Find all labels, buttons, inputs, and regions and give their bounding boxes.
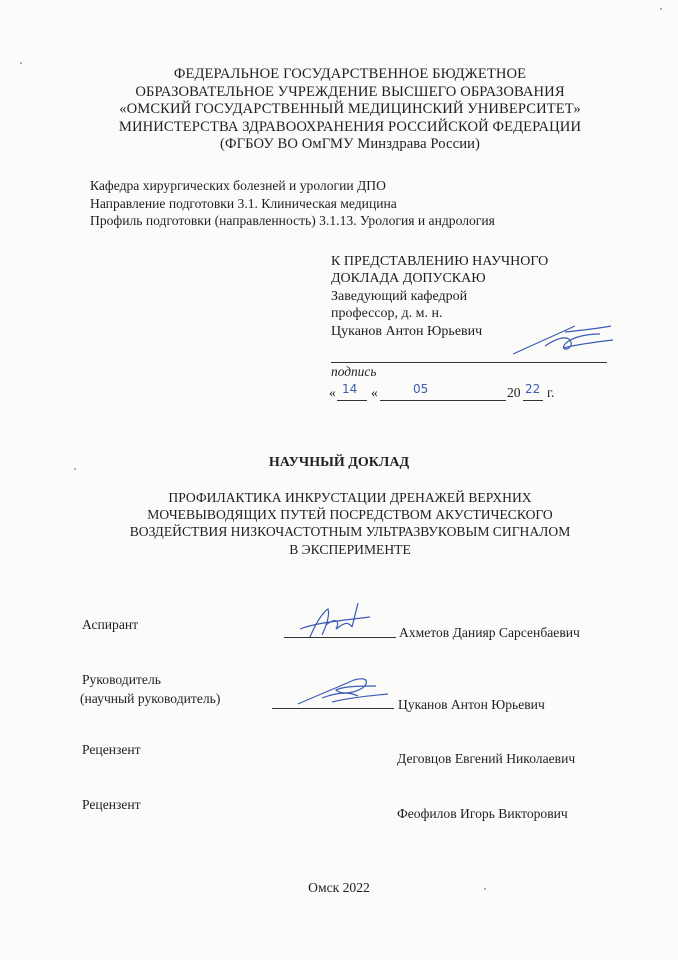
- department-profile: Профиль подготовки (направленность) 3.1.13. Урология и андрология: [90, 213, 495, 229]
- header-line: (ФГБОУ ВО ОмГМУ Минздрава России): [220, 136, 480, 153]
- approval-position: Заведующий кафедрой: [331, 288, 468, 304]
- reviewer2-name: Феофилов Игорь Викторович: [397, 806, 568, 821]
- scan-speck: [74, 468, 76, 470]
- supervisor-signature-image: [292, 674, 392, 708]
- date-year-line: [523, 400, 543, 401]
- supervisor-signature-line: [272, 708, 394, 709]
- topic-line: МОЧЕВЫВОДЯЩИХ ПУТЕЙ ПОСРЕДСТВОМ АКУСТИЧЕСКОГО: [147, 507, 553, 523]
- document-title: НАУЧНЫЙ ДОКЛАД: [268, 455, 410, 470]
- scan-speck: [20, 62, 22, 64]
- date-end: г.: [547, 385, 555, 400]
- head-signature-image: [505, 322, 615, 358]
- topic-line: ВОЗДЕЙСТВИЯ НИЗКОЧАСТОТНЫМ УЛЬТРАЗВУКОВЫМ СИГНАЛОМ: [129, 524, 571, 540]
- date-month-line: [380, 400, 506, 401]
- approval-line2: ДОКЛАДА ДОПУСКАЮ: [331, 271, 486, 287]
- scan-speck: [484, 888, 486, 890]
- city-year: Омск 2022: [308, 880, 370, 895]
- date-day-line: [337, 400, 367, 401]
- supervisor-role-line2: (научный руководитель): [80, 691, 221, 706]
- scan-speck: [660, 8, 662, 10]
- supervisor-role-line1: Руководитель: [82, 672, 161, 687]
- institution-header: [70, 66, 630, 154]
- date-year-suffix: 22: [525, 382, 541, 396]
- approval-name: Цуканов Антон Юрьевич: [331, 323, 483, 339]
- reviewer2-role: Рецензент: [82, 797, 141, 812]
- date-open-quote: «: [329, 385, 336, 400]
- department-chair: Кафедра хирургических болезней и урологии ДПО: [90, 178, 386, 193]
- topic-line: ПРОФИЛАКТИКА ИНКРУСТАЦИИ ДРЕНАЖЕЙ ВЕРХНИХ: [168, 490, 532, 505]
- header-line: ФЕДЕРАЛЬНОЕ ГОСУДАРСТВЕННОЕ БЮДЖЕТНОЕ: [173, 66, 527, 82]
- aspirant-role: Аспирант: [82, 617, 139, 632]
- reviewer1-name: Деговцов Евгений Николаевич: [397, 751, 576, 766]
- report-topic: [100, 489, 600, 558]
- header-line: «ОМСКИЙ ГОСУДАРСТВЕННЫЙ МЕДИЦИНСКИЙ УНИВЕРСИТЕТ»: [119, 101, 581, 118]
- header-line: МИНИСТЕРСТВА ЗДРАВООХРАНЕНИЯ РОССИЙСКОЙ ФЕДЕРАЦИИ: [118, 118, 582, 135]
- header-line: ОБРАЗОВАТЕЛЬНОЕ УЧРЕЖДЕНИЕ ВЫСШЕГО ОБРАЗОВАНИЯ: [135, 83, 565, 100]
- reviewer1-role: Рецензент: [82, 742, 141, 757]
- date-year-prefix: 20: [507, 385, 521, 400]
- approval-line1: К ПРЕДСТАВЛЕНИЮ НАУЧНОГО: [331, 254, 549, 269]
- department-direction: Направление подготовки 3.1. Клиническая медицина: [90, 195, 397, 211]
- supervisor-name: Цуканов Антон Юрьевич: [398, 697, 545, 712]
- date-day: 14: [342, 382, 358, 396]
- topic-line: В ЭКСПЕРИМЕНТЕ: [289, 541, 411, 557]
- approval-date: [329, 385, 336, 401]
- approval-degree: профессор, д. м. н.: [331, 306, 443, 322]
- aspirant-signature-image: [296, 603, 376, 643]
- date-month: 05: [413, 382, 429, 396]
- aspirant-name: Ахметов Данияр Сарсенбаевич: [399, 625, 580, 640]
- signature-line: [331, 362, 607, 363]
- date-mid-quote: «: [371, 385, 378, 400]
- department-block: [90, 177, 495, 230]
- signature-caption: подпись: [331, 364, 377, 379]
